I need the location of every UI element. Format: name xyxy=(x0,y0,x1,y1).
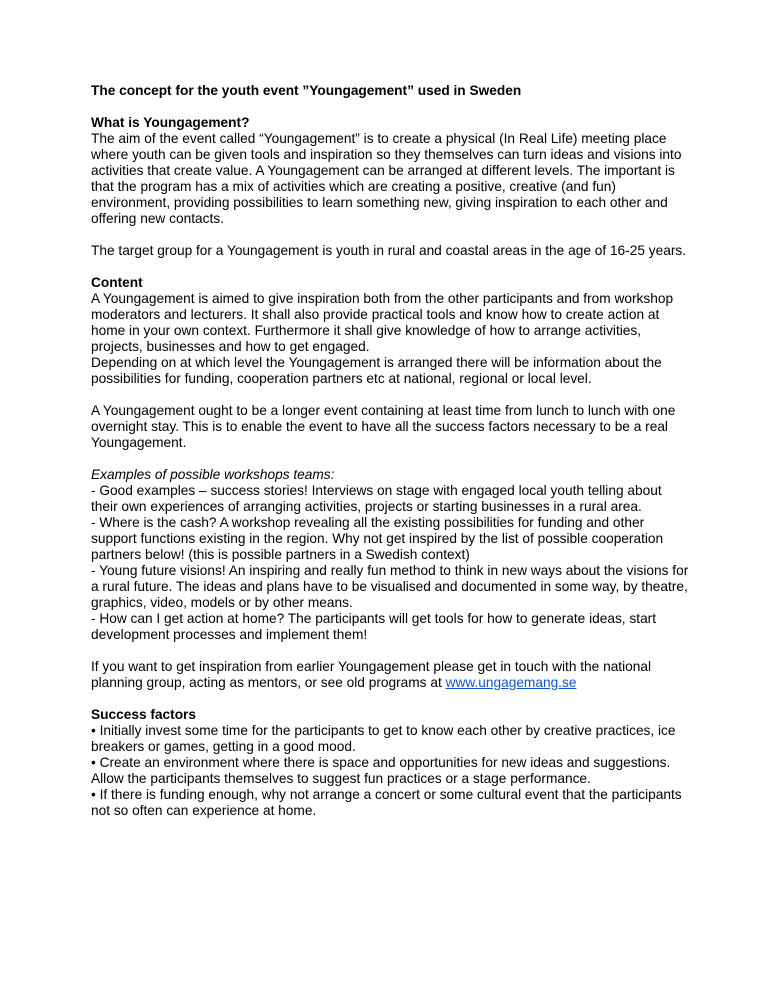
content-paragraph-1: A Youngagement is aimed to give inspiration both from the other participants and from workshop moderators and lecturers. It shall also provide practical tools and know how to create action at home in your own context. Furthermore it shall give knowledge of how to arrange activities, projects, businesses and how to get engaged. xyxy=(91,291,674,354)
workshops-intro: Examples of possible workshops teams: xyxy=(91,467,335,482)
what-is-paragraph-1: The aim of the event called “Youngagement” is to create a physical (In Real Life) meeting place where youth can be given tools and inspiration so they themselves can turn ideas and visions into activities that create value. A Youngagement can be arranged at different levels. The important is that the program has a mix of activities which are creating a positive, creative (and fun) environment, providing possibilities to learn something new, giving inspiration to each other and offering new contacts. xyxy=(91,131,682,226)
success-item: • Create an environment where there is space and opportunities for new ideas and suggestions. Allow the participants themselves to suggest fun practices or a stage performance. xyxy=(91,755,671,786)
workshop-item: - How can I get action at home? The participants will get tools for how to generate ideas, start development processes and implement them! xyxy=(91,611,657,642)
success-item: • If there is funding enough, why not arrange a concert or some cultural event that the participants not so often can experience at home. xyxy=(91,787,682,818)
ungagemang-link[interactable]: www.ungagemang.se xyxy=(445,675,577,690)
workshop-item: - Where is the cash? A workshop revealing all the existing possibilities for funding and other support functions existing in the region. Why not get inspired by the list of possible cooperation partners below! (this is possible partners in a Swedish context) xyxy=(91,515,664,562)
success-heading: Success factors xyxy=(91,707,196,722)
inspiration-paragraph xyxy=(91,659,691,691)
inspiration-text: If you want to get inspiration from earlier Youngagement please get in touch with the national planning group, acting as mentors, or see old programs at xyxy=(91,659,652,690)
what-is-paragraph-2: The target group for a Youngagement is youth in rural and coastal areas in the age of 16-25 years. xyxy=(91,243,687,258)
content-paragraph-3: A Youngagement ought to be a longer event containing at least time from lunch to lunch with one overnight stay. This is to enable the event to have all the success factors necessary to be a real Youngagement. xyxy=(91,403,676,450)
what-is-heading: What is Youngagement? xyxy=(91,115,250,130)
workshop-item: - Good examples – success stories! Interviews on stage with engaged local youth telling about their own experiences of arranging activities, projects or starting businesses in a rural area. xyxy=(91,483,662,514)
content-heading: Content xyxy=(91,275,143,290)
workshop-item: - Young future visions! An inspiring and really fun method to think in new ways about the visions for a rural future. The ideas and plans have to be visualised and documented in some way, by theatre, graphics, video, models or by other means. xyxy=(91,563,689,610)
document-page xyxy=(91,83,691,819)
document-title: The concept for the youth event ”Youngagement” used in Sweden xyxy=(91,83,522,98)
success-item: • Initially invest some time for the participants to get to know each other by creative practices, ice breakers or games, getting in a good mood. xyxy=(91,723,676,754)
content-paragraph-2: Depending on at which level the Youngagement is arranged there will be information about the possibilities for funding, cooperation partners etc at national, regional or local level. xyxy=(91,355,662,386)
